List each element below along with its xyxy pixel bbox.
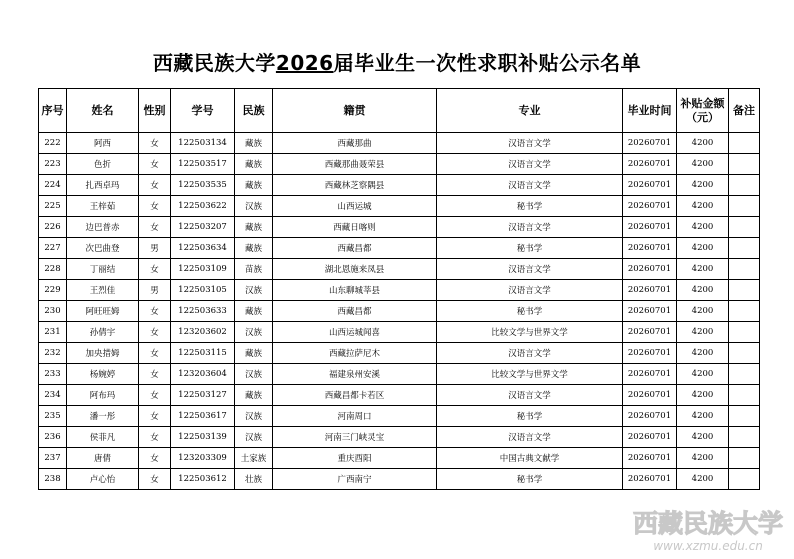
watermark-text: 西藏民族大学 [632,509,784,538]
cell-major: 比较文学与世界文学 [437,322,623,343]
cell-ethnicity: 藏族 [235,343,273,364]
cell-origin: 重庆酉阳 [273,448,437,469]
cell-origin: 西藏昌都 [273,301,437,322]
cell-ethnicity: 藏族 [235,154,273,175]
cell-remarks [729,406,760,427]
cell-gender: 女 [139,469,171,490]
cell-grad-date: 20260701 [623,154,677,175]
cell-gender: 女 [139,301,171,322]
cell-gender: 女 [139,175,171,196]
cell-name: 阿西 [67,133,139,154]
cell-amount: 4200 [677,238,729,259]
cell-ethnicity: 藏族 [235,133,273,154]
cell-amount: 4200 [677,259,729,280]
header-amount: 补贴金额（元） [677,89,729,133]
table-row [39,301,760,322]
cell-seq: 237 [39,448,67,469]
cell-amount: 4200 [677,343,729,364]
cell-student-id: 122503622 [171,196,235,217]
cell-seq: 230 [39,301,67,322]
cell-major: 汉语言文学 [437,217,623,238]
cell-amount: 4200 [677,196,729,217]
cell-major: 秘书学 [437,238,623,259]
cell-amount: 4200 [677,217,729,238]
cell-ethnicity: 藏族 [235,217,273,238]
cell-amount: 4200 [677,427,729,448]
cell-remarks [729,427,760,448]
cell-remarks [729,385,760,406]
cell-major: 秘书学 [437,469,623,490]
cell-grad-date: 20260701 [623,175,677,196]
cell-grad-date: 20260701 [623,427,677,448]
cell-student-id: 122503535 [171,175,235,196]
cell-major: 汉语言文学 [437,154,623,175]
cell-ethnicity: 汉族 [235,196,273,217]
cell-amount: 4200 [677,364,729,385]
cell-name: 色折 [67,154,139,175]
table-row [39,238,760,259]
cell-seq: 229 [39,280,67,301]
cell-seq: 238 [39,469,67,490]
cell-grad-date: 20260701 [623,238,677,259]
cell-ethnicity: 汉族 [235,406,273,427]
cell-origin: 山东聊城莘县 [273,280,437,301]
watermark-logo [612,504,792,558]
cell-student-id: 122503617 [171,406,235,427]
cell-gender: 女 [139,322,171,343]
cell-major: 秘书学 [437,406,623,427]
cell-ethnicity: 苗族 [235,259,273,280]
cell-origin: 湖北恩施来凤县 [273,259,437,280]
cell-grad-date: 20260701 [623,133,677,154]
cell-gender: 男 [139,238,171,259]
cell-grad-date: 20260701 [623,385,677,406]
title-suffix: 届毕业生一次性求职补贴公示名单 [333,51,642,75]
cell-remarks [729,322,760,343]
cell-origin: 西藏那曲聂荣县 [273,154,437,175]
cell-gender: 女 [139,364,171,385]
cell-seq: 226 [39,217,67,238]
cell-student-id: 122503139 [171,427,235,448]
cell-amount: 4200 [677,175,729,196]
table-row [39,385,760,406]
cell-name: 丁丽结 [67,259,139,280]
cell-origin: 西藏昌都 [273,238,437,259]
cell-name: 杨婉婷 [67,364,139,385]
cell-grad-date: 20260701 [623,196,677,217]
cell-name: 潘一彤 [67,406,139,427]
header-seq: 序号 [39,89,67,133]
cell-ethnicity: 藏族 [235,301,273,322]
cell-grad-date: 20260701 [623,259,677,280]
cell-gender: 女 [139,385,171,406]
cell-major: 中国古典文献学 [437,448,623,469]
table-row [39,280,760,301]
cell-ethnicity: 汉族 [235,427,273,448]
cell-amount: 4200 [677,322,729,343]
table-row [39,196,760,217]
cell-student-id: 122503105 [171,280,235,301]
page-title [0,50,794,76]
title-prefix: 西藏民族大学 [152,51,276,75]
cell-remarks [729,364,760,385]
cell-grad-date: 20260701 [623,406,677,427]
cell-gender: 女 [139,154,171,175]
cell-name: 唐倩 [67,448,139,469]
cell-grad-date: 20260701 [623,322,677,343]
cell-origin: 西藏林芝察隅县 [273,175,437,196]
cell-origin: 山西运城 [273,196,437,217]
cell-name: 侯菲凡 [67,427,139,448]
cell-amount: 4200 [677,448,729,469]
cell-ethnicity: 土家族 [235,448,273,469]
cell-remarks [729,448,760,469]
header-row [39,89,760,133]
cell-seq: 235 [39,406,67,427]
cell-major: 比较文学与世界文学 [437,364,623,385]
cell-remarks [729,196,760,217]
cell-ethnicity: 藏族 [235,238,273,259]
table-row [39,217,760,238]
cell-student-id: 123203309 [171,448,235,469]
header-student-id: 学号 [171,89,235,133]
table-row [39,427,760,448]
cell-student-id: 123203602 [171,322,235,343]
cell-gender: 女 [139,217,171,238]
cell-amount: 4200 [677,154,729,175]
cell-student-id: 122503517 [171,154,235,175]
cell-grad-date: 20260701 [623,343,677,364]
cell-student-id: 122503134 [171,133,235,154]
cell-amount: 4200 [677,280,729,301]
cell-origin: 西藏拉萨尼木 [273,343,437,364]
cell-name: 阿旺旺姆 [67,301,139,322]
table-row [39,406,760,427]
cell-name: 王烈佳 [67,280,139,301]
cell-major: 汉语言文学 [437,385,623,406]
table-row [39,469,760,490]
cell-seq: 236 [39,427,67,448]
table-row [39,343,760,364]
cell-major: 汉语言文学 [437,175,623,196]
cell-major: 秘书学 [437,301,623,322]
header-origin: 籍贯 [273,89,437,133]
cell-name: 王梓茹 [67,196,139,217]
cell-remarks [729,469,760,490]
cell-origin: 山西运城闻喜 [273,322,437,343]
cell-seq: 228 [39,259,67,280]
cell-name: 阿布玛 [67,385,139,406]
table-row [39,259,760,280]
cell-seq: 233 [39,364,67,385]
cell-major: 秘书学 [437,196,623,217]
cell-seq: 222 [39,133,67,154]
cell-gender: 女 [139,343,171,364]
cell-ethnicity: 壮族 [235,469,273,490]
cell-amount: 4200 [677,469,729,490]
cell-name: 次巴曲登 [67,238,139,259]
cell-major: 汉语言文学 [437,259,623,280]
cell-gender: 女 [139,133,171,154]
header-grad-date: 毕业时间 [623,89,677,133]
cell-seq: 224 [39,175,67,196]
cell-student-id: 122503634 [171,238,235,259]
cell-grad-date: 20260701 [623,448,677,469]
table-row [39,133,760,154]
cell-seq: 231 [39,322,67,343]
cell-remarks [729,280,760,301]
table-row [39,322,760,343]
header-remarks: 备注 [729,89,760,133]
table-row [39,175,760,196]
table-body [39,133,760,490]
cell-ethnicity: 藏族 [235,175,273,196]
cell-student-id: 122503109 [171,259,235,280]
cell-origin: 西藏那曲 [273,133,437,154]
subsidy-table [38,88,760,490]
cell-name: 边巴普赤 [67,217,139,238]
cell-seq: 232 [39,343,67,364]
cell-student-id: 122503633 [171,301,235,322]
cell-origin: 西藏昌都卡若区 [273,385,437,406]
cell-grad-date: 20260701 [623,469,677,490]
cell-seq: 227 [39,238,67,259]
cell-grad-date: 20260701 [623,280,677,301]
cell-major: 汉语言文学 [437,427,623,448]
cell-major: 汉语言文学 [437,133,623,154]
cell-major: 汉语言文学 [437,280,623,301]
cell-remarks [729,238,760,259]
title-year: 2026 [275,51,334,75]
cell-ethnicity: 汉族 [235,322,273,343]
cell-student-id: 122503115 [171,343,235,364]
cell-ethnicity: 汉族 [235,280,273,301]
cell-gender: 女 [139,259,171,280]
watermark-url: www.xzmu.edu.cn [653,539,763,553]
cell-grad-date: 20260701 [623,301,677,322]
cell-amount: 4200 [677,301,729,322]
cell-student-id: 123203604 [171,364,235,385]
cell-student-id: 122503612 [171,469,235,490]
cell-origin: 河南三门峡灵宝 [273,427,437,448]
header-gender: 性别 [139,89,171,133]
cell-remarks [729,259,760,280]
cell-seq: 223 [39,154,67,175]
table-row [39,364,760,385]
cell-ethnicity: 汉族 [235,364,273,385]
table-row [39,154,760,175]
cell-origin: 河南周口 [273,406,437,427]
cell-name: 扎西卓玛 [67,175,139,196]
cell-grad-date: 20260701 [623,217,677,238]
header-major: 专业 [437,89,623,133]
cell-remarks [729,217,760,238]
cell-gender: 女 [139,406,171,427]
cell-seq: 225 [39,196,67,217]
cell-gender: 女 [139,427,171,448]
cell-gender: 男 [139,280,171,301]
cell-gender: 女 [139,448,171,469]
cell-ethnicity: 藏族 [235,385,273,406]
cell-gender: 女 [139,196,171,217]
cell-amount: 4200 [677,133,729,154]
cell-seq: 234 [39,385,67,406]
cell-grad-date: 20260701 [623,364,677,385]
cell-remarks [729,154,760,175]
cell-name: 卢心怡 [67,469,139,490]
cell-student-id: 122503207 [171,217,235,238]
cell-name: 孙倩宇 [67,322,139,343]
header-name: 姓名 [67,89,139,133]
cell-major: 汉语言文学 [437,343,623,364]
cell-student-id: 122503127 [171,385,235,406]
cell-remarks [729,175,760,196]
cell-origin: 西藏日喀则 [273,217,437,238]
header-ethnicity: 民族 [235,89,273,133]
cell-origin: 广西南宁 [273,469,437,490]
cell-name: 加央措姆 [67,343,139,364]
cell-amount: 4200 [677,406,729,427]
cell-remarks [729,301,760,322]
cell-origin: 福建泉州安溪 [273,364,437,385]
cell-amount: 4200 [677,385,729,406]
table-row [39,448,760,469]
cell-remarks [729,343,760,364]
cell-remarks [729,133,760,154]
